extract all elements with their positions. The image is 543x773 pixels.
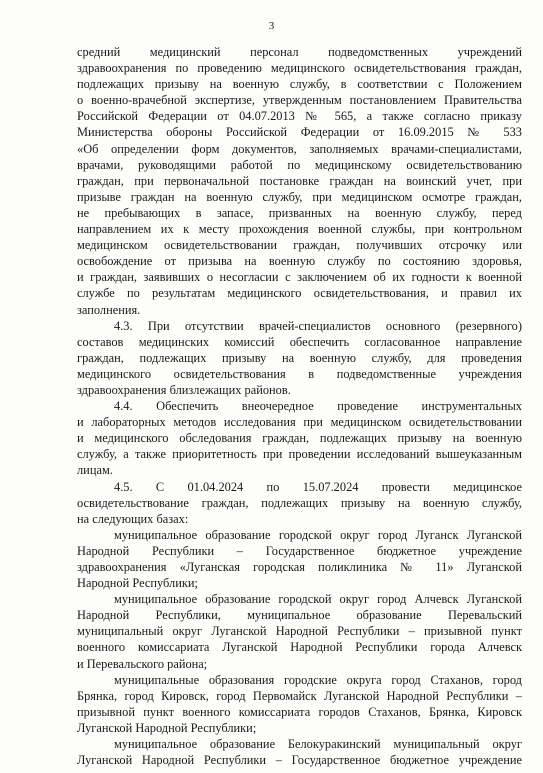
text-line: военного комиссариата Луганской Народной Республики города Алчевск	[77, 640, 522, 655]
text-line: средний медицинский персонал подведомственных учреждений	[77, 45, 522, 59]
text-line: и медицинского обследования граждан, подлежащих призыву на военную	[77, 431, 522, 446]
text-line: составов медицинских комиссий обеспечить согласованное направление	[77, 334, 522, 349]
text-line: лицам.	[77, 463, 113, 478]
text-line: и граждан, заявивших о несогласии с заключением об их годности к военной	[77, 270, 522, 285]
text-line: не пребывающих в запасе, призванных на военную службу, перед	[77, 205, 522, 220]
text-line: освобождение от призыва на военную службу по состоянию здоровья,	[77, 254, 522, 269]
text-line: службу, а также приоритетность при проведении исследований вышеуказанным	[77, 447, 522, 462]
paragraph	[77, 479, 522, 527]
text-line: медицинского освидетельствования в подведомственные учреждения	[77, 366, 522, 381]
text-line: Народной Республики;	[77, 576, 198, 591]
text-line: о военно-врачебной экспертизе, утвержденным постановлением Правительства	[77, 93, 522, 108]
text-line: здравоохранения по проведению медицинского освидетельствования граждан,	[77, 61, 522, 76]
paragraph	[77, 318, 522, 398]
text-line: муниципальное образование городской округ город Алчевск Луганской	[114, 592, 522, 607]
text-line: граждан, подлежащих призыву на военную службу, для проведения	[77, 350, 522, 365]
text-line: «Об определении форм документов, заполняемых врачами-специалистами,	[77, 141, 522, 156]
text-line: здравоохранения близлежащих районов.	[77, 382, 291, 397]
paragraph	[77, 44, 522, 318]
text-line: Брянка, город Кировск, город Первомайск Луганской Народной Республики –	[77, 688, 522, 703]
text-line: медицинском освидетельствовании граждан, получивших отсрочку или	[77, 238, 522, 253]
text-line: Народной Республики, муниципальное образование Перевальский	[77, 608, 522, 623]
paragraph	[77, 398, 522, 478]
text-line: призыве граждан на военную службу, при медицинском осмотре граждан,	[77, 189, 522, 204]
text-line: муниципальные образования городские округа город Стаханов, город	[114, 672, 522, 687]
paragraph	[77, 591, 522, 671]
text-line: подлежащих призыву на военную службу, в соответствии с Положением	[77, 77, 522, 92]
text-line: направлением их к месту прохождения военной службы, при контрольном	[77, 222, 522, 237]
text-line: и Перевальского района;	[77, 656, 208, 671]
paragraph	[77, 736, 522, 768]
text-line: Луганской Народной Республики;	[77, 720, 257, 735]
text-line: призывной пункт военного комиссариата городов Стаханов, Брянка, Кировск	[77, 704, 522, 719]
page-number: 3	[268, 20, 275, 32]
text-line: муниципальный округ Луганской Народной Республики – призывной пункт	[77, 624, 522, 639]
text-line: Народной Республики – Государственное бюджетное учреждение	[77, 543, 522, 558]
text-line: врачами, руководящими работой по медицинскому освидетельствованию	[77, 157, 522, 172]
text-line: Луганской Народной Республики – Государственное бюджетное учреждение	[77, 753, 522, 768]
text-line: заполнения.	[77, 302, 141, 317]
text-line: 4.3. При отсутствии врачей-специалистов основного (резервного)	[114, 318, 522, 333]
paragraph	[77, 527, 522, 591]
text-line: муниципальное образование Белокуракинский муниципальный округ	[114, 737, 522, 752]
text-line: 4.5. С 01.04.2024 по 15.07.2024 провести медицинское	[114, 479, 522, 494]
text-line: на следующих базах:	[77, 511, 189, 526]
text-line: граждан, при первоначальной постановке граждан на воинский учет, при	[77, 173, 522, 188]
text-line: здравоохранения «Луганская городская поликлиника № 11» Луганской	[77, 560, 522, 574]
document-body	[77, 44, 522, 768]
paragraph	[77, 672, 522, 736]
text-line: освидетельствование граждан, подлежащих призыву на военную службу,	[77, 495, 522, 510]
text-line: службе по результатам медицинского освидетельствования, и правил их	[77, 286, 522, 301]
text-line: и лабораторных методов исследования при медицинском освидетельствовании	[77, 415, 522, 430]
text-line: Министерства обороны Российской Федерации от 16.09.2015 № 533	[77, 125, 522, 140]
text-line: 4.4. Обеспечить внеочередное проведение инструментальных	[114, 399, 522, 414]
text-line: муниципальное образование городской округ город Луганск Луганской	[114, 527, 522, 542]
text-line: Российской Федерации от 04.07.2013 № 565, а также согласно приказу	[77, 109, 522, 124]
